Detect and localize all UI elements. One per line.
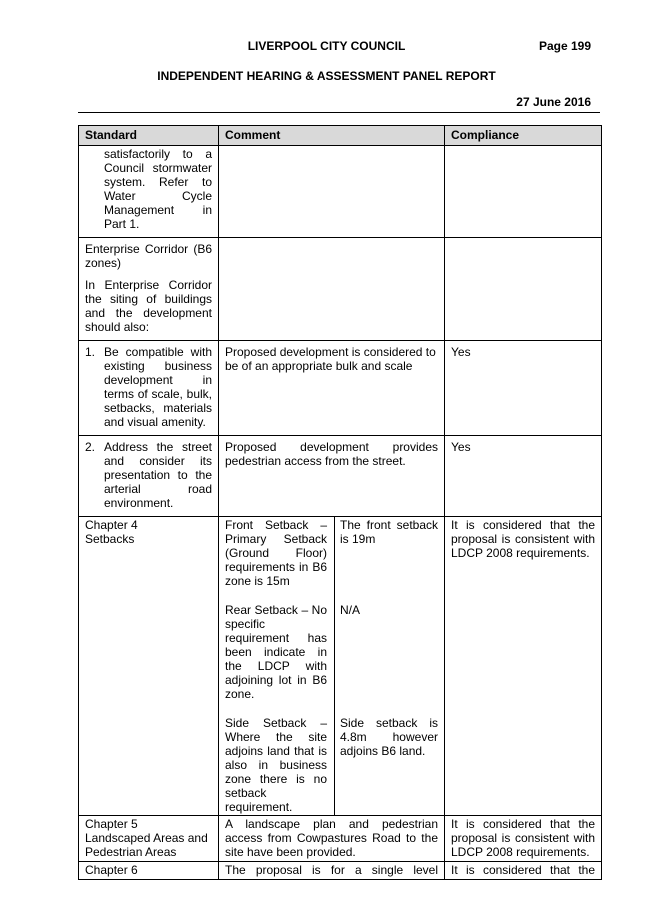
comment-text: Proposed development provides pedestrian access from the street. [225, 440, 438, 468]
compliance-cell [445, 238, 602, 341]
setback-value: N/A [334, 602, 444, 715]
chapter-title: Setbacks [85, 532, 135, 546]
item-number: 1. [85, 345, 96, 359]
page-number: Page 199 [538, 39, 591, 53]
setback-value: Side setback is 4.8m however adjoins B6 land. [334, 715, 444, 815]
comment-cell [219, 436, 445, 517]
comment-cell [219, 517, 445, 816]
table-row [79, 862, 602, 880]
comment-cell [219, 238, 445, 341]
compliance-text: Yes [451, 440, 471, 454]
compliance-text: It is considered that the proposal is consistent with LDCP 2008 requirements. [451, 518, 595, 560]
report-title: INDEPENDENT HEARING & ASSESSMENT PANEL REPORT [157, 69, 496, 83]
table-row [79, 341, 602, 436]
zone-intro: In Enterprise Corridor the siting of buildings and the development should also: [85, 278, 212, 334]
comment-text: Proposed development is considered to be of an appropriate bulk and scale [225, 345, 436, 373]
report-date: 27 June 2016 [516, 95, 591, 109]
setback-requirement: Rear Setback – No specific requirement has been indicate in the LDCP with adjoining lot in B6 zone. [225, 603, 327, 701]
standard-cell [79, 816, 219, 862]
table-row [79, 517, 602, 816]
compliance-cell [445, 862, 602, 880]
setback-requirement: Front Setback – Primary Setback (Ground Floor) requirements in B6 zone is 15m [225, 518, 327, 588]
table-row [79, 436, 602, 517]
chapter-number: Chapter 5 [85, 817, 138, 831]
setback-item [219, 517, 444, 602]
assessment-table [78, 125, 602, 880]
table-row [79, 816, 602, 862]
chapter-title: Landscaped Areas and Pedestrian Areas [85, 831, 208, 859]
standard-cell [79, 341, 219, 436]
compliance-text: It is considered that the proposal is consistent with LDCP 2008 requirements. [451, 817, 595, 859]
comment-cell [219, 146, 445, 238]
table-row [79, 238, 602, 341]
table-header-row [79, 126, 602, 146]
chapter-number: Chapter 6 [85, 863, 138, 877]
item-number: 2. [85, 440, 96, 454]
header-divider [78, 112, 600, 113]
zone-heading: Enterprise Corridor (B6 zones) [85, 242, 212, 270]
standard-text: Address the street and consider its presentation to the arterial road environment. [104, 440, 212, 510]
standard-cell [79, 238, 219, 341]
setback-requirement: Side Setback – Where the site adjoins land that is also in business zone there is no setback requirement. [225, 716, 327, 814]
column-header-comment: Comment [219, 126, 445, 146]
compliance-cell [445, 517, 602, 816]
compliance-cell [445, 436, 602, 517]
column-header-compliance: Compliance [445, 126, 602, 146]
council-name: LIVERPOOL CITY COUNCIL [247, 39, 406, 53]
compliance-cell [445, 341, 602, 436]
comment-text: A landscape plan and pedestrian access from Cowpastures Road to the site have been provided. [225, 817, 438, 859]
setback-value: The front setback is 19m [334, 517, 444, 602]
standard-cell [79, 436, 219, 517]
comment-cell [219, 862, 445, 880]
setback-item [219, 602, 444, 715]
comment-cell [219, 341, 445, 436]
compliance-cell [445, 816, 602, 862]
compliance-text: Yes [451, 345, 471, 359]
comment-cell [219, 816, 445, 862]
standard-cell [79, 862, 219, 880]
table-row [79, 146, 602, 238]
chapter-number: Chapter 4 [85, 518, 138, 532]
standard-cell [79, 146, 219, 238]
compliance-text: It is considered that the [451, 863, 595, 877]
column-header-standard: Standard [79, 126, 219, 146]
standard-cell [79, 517, 219, 816]
comment-text: The proposal is for a single level [225, 863, 438, 877]
standard-text: Be compatible with existing business development in terms of scale, bulk, setbacks, materials and visual amenity. [104, 345, 212, 429]
standard-text: satisfactorily to a Council stormwater system. Refer to Water Cycle Management in Part 1. [104, 147, 212, 231]
compliance-cell [445, 146, 602, 238]
setback-item [219, 715, 444, 815]
